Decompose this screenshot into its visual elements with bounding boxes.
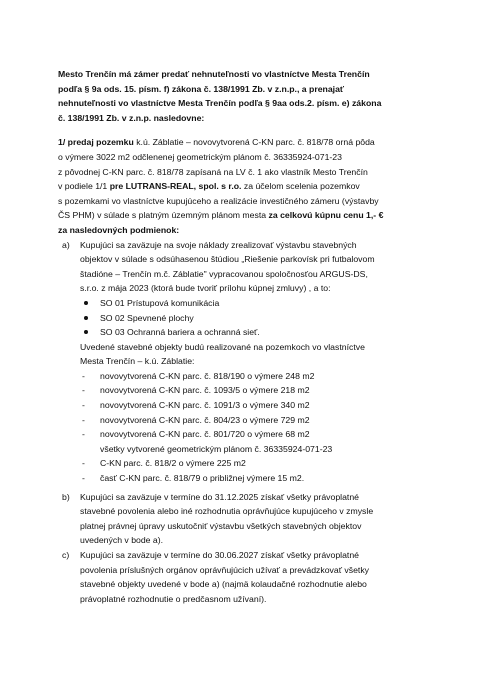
dash-icon: -: [82, 458, 85, 469]
list-item-text: novovytvorená C-KN parc. č. 804/23 o výmere 729 m2: [100, 414, 310, 425]
condition-line: Uvedené stavebné objekty budú realizované na pozemkoch vo vlastníctve: [80, 341, 365, 352]
condition-line: Kupujúci sa zaväzuje v termíne do 31.12.2025 získať všetky právoplatné: [80, 491, 360, 502]
list-item-text: novovytvorená C-KN parc. č. 1091/3 o výmere 340 m2: [100, 400, 310, 411]
section-1-line: z pôvodnej C-KN parc. č. 818/78 zapísaná na LV č. 1 ako vlastník Mesto Trenčín: [58, 166, 368, 177]
section-1-line: s pozemkami vo vlastníctve kupujúceho a realizácie investičného zámeru (výstavby: [58, 195, 379, 206]
dash-icon: -: [82, 429, 85, 440]
section-1-line: [58, 179, 464, 194]
list-item: [80, 413, 464, 428]
list-item-text: novovytvorená C-KN parc. č. 818/190 o výmere 248 m2: [100, 370, 315, 381]
purchase-price: za celkovú kúpnu cenu 1,- €: [268, 210, 384, 221]
condition-marker: c): [62, 550, 70, 560]
bullet-icon: [84, 330, 88, 334]
bullet-icon: [84, 316, 88, 320]
section-1-line: [58, 135, 464, 150]
section-1-text: k.ú. Záblatie – novovytvorená C-KN parc. č. 818/78 orná pôda: [133, 137, 375, 148]
list-item: [80, 369, 464, 384]
dash-icon: -: [82, 370, 85, 381]
condition-line: stavebné objekty uvedené v bode a) (najmä kolaudačné rozhodnutie alebo: [80, 579, 367, 590]
document-heading: [58, 67, 464, 125]
dash-icon: -: [82, 414, 85, 425]
list-item-text: SO 02 Spevnené plochy: [100, 312, 194, 323]
heading-line: podľa § 9a ods. 15. písm. f) zákona č. 138/1991 Zb. v z.n.p., a prenajať: [58, 83, 345, 94]
list-item-continuation: všetky vytvorené geometrickým plánom č. 36335924-071-23: [100, 443, 333, 454]
dash-icon: -: [82, 473, 85, 484]
dash-icon: -: [82, 385, 85, 396]
section-1-line: za nasledovných podmienok:: [58, 224, 180, 235]
condition-marker: b): [62, 491, 70, 502]
condition-line: právoplatné rozhodnutie o predčasnom užívaní).: [80, 593, 267, 604]
condition-c: [58, 548, 464, 606]
list-item: [80, 456, 464, 471]
condition-line: s.r.o. z mája 2023 (ktorá bude tvoriť prílohu kúpnej zmluvy) , a to:: [80, 283, 331, 294]
parcel-list: [80, 369, 464, 486]
condition-line: platnej právnej úpravy uskutočniť výstavbu všetkých stavebných objektov: [80, 520, 362, 531]
list-item: [80, 398, 464, 413]
heading-line: č. 138/1991 Zb. v z.n.p. nasledovne:: [58, 112, 205, 123]
condition-line: Kupujúci sa zaväzuje v termíne do 30.06.2027 získať všetky právoplatné: [80, 550, 360, 560]
condition-line: štadióne – Trenčín m.č. Záblatie" vypracovanou spoločnosťou ARGUS-DS,: [80, 268, 368, 279]
section-1-line: [58, 208, 464, 223]
condition-line: povolenia príslušných orgánov oprávňujúcich užívať a prevádzkovať všetky: [80, 564, 370, 575]
buyer-name: pre LUTRANS-REAL, spol. s r.o.: [109, 181, 242, 192]
condition-line: stavebné povolenia alebo iné rozhodnutia oprávňujúce kupujúceho v zmysle: [80, 506, 374, 517]
condition-line: uvedených v bode a).: [80, 535, 164, 546]
condition-b: [58, 490, 464, 548]
section-1: [58, 135, 464, 237]
condition-line: Mesta Trenčín – k.ú. Záblatie:: [80, 356, 195, 367]
list-item: [80, 427, 464, 442]
section-1-text: v podiele 1/1: [58, 181, 110, 192]
list-item-text: SO 03 Ochranná bariera a ochranná sieť.: [100, 327, 260, 338]
list-item-text: časť C-KN parc. č. 818/79 o približnej výmere 15 m2.: [100, 473, 305, 484]
condition-marker: a): [62, 239, 70, 250]
bullet-icon: [84, 301, 88, 305]
section-1-text: za účelom scelenia pozemkov: [241, 181, 360, 192]
list-item-text: novovytvorená C-KN parc. č. 801/720 o výmere 68 m2: [100, 429, 310, 440]
list-item: [80, 296, 464, 311]
heading-line: nehnuteľnosti vo vlastníctve Mesta Trenčín podľa § 9aa ods.2. písm. e) zákona: [58, 98, 382, 109]
list-item-text: C-KN parc. č. 818/2 o výmere 225 m2: [100, 458, 246, 469]
list-item-text: SO 01 Prístupová komunikácia: [100, 297, 220, 308]
condition-a: [58, 238, 464, 486]
list-item-text: novovytvorená C-KN parc. č. 1093/5 o výmere 218 m2: [100, 385, 310, 396]
conditions-list: [58, 238, 464, 607]
list-item: [80, 471, 464, 486]
list-item: [80, 383, 464, 398]
building-objects-list: [80, 296, 464, 340]
condition-line: Kupujúci sa zaväzuje na svoje náklady zrealizovať výstavbu stavebných: [80, 239, 357, 250]
condition-line: objektov v súlade s odsúhasenou štúdiou „Riešenie parkovísk pri futbalovom: [80, 254, 375, 265]
section-1-line: o výmere 3022 m2 odčlenenej geometrickým plánom č. 36335924-071-23: [58, 151, 342, 162]
document-page: [58, 67, 464, 606]
list-item: [80, 325, 464, 340]
dash-icon: -: [82, 400, 85, 411]
section-1-text: ČS PHM) v súlade s platným územným plánom mesta: [58, 210, 269, 221]
section-1-title: 1/ predaj pozemku: [58, 137, 134, 148]
heading-line: Mesto Trenčín má zámer predať nehnuteľnosti vo vlastníctve Mesta Trenčín: [58, 69, 370, 79]
list-item: [80, 311, 464, 326]
